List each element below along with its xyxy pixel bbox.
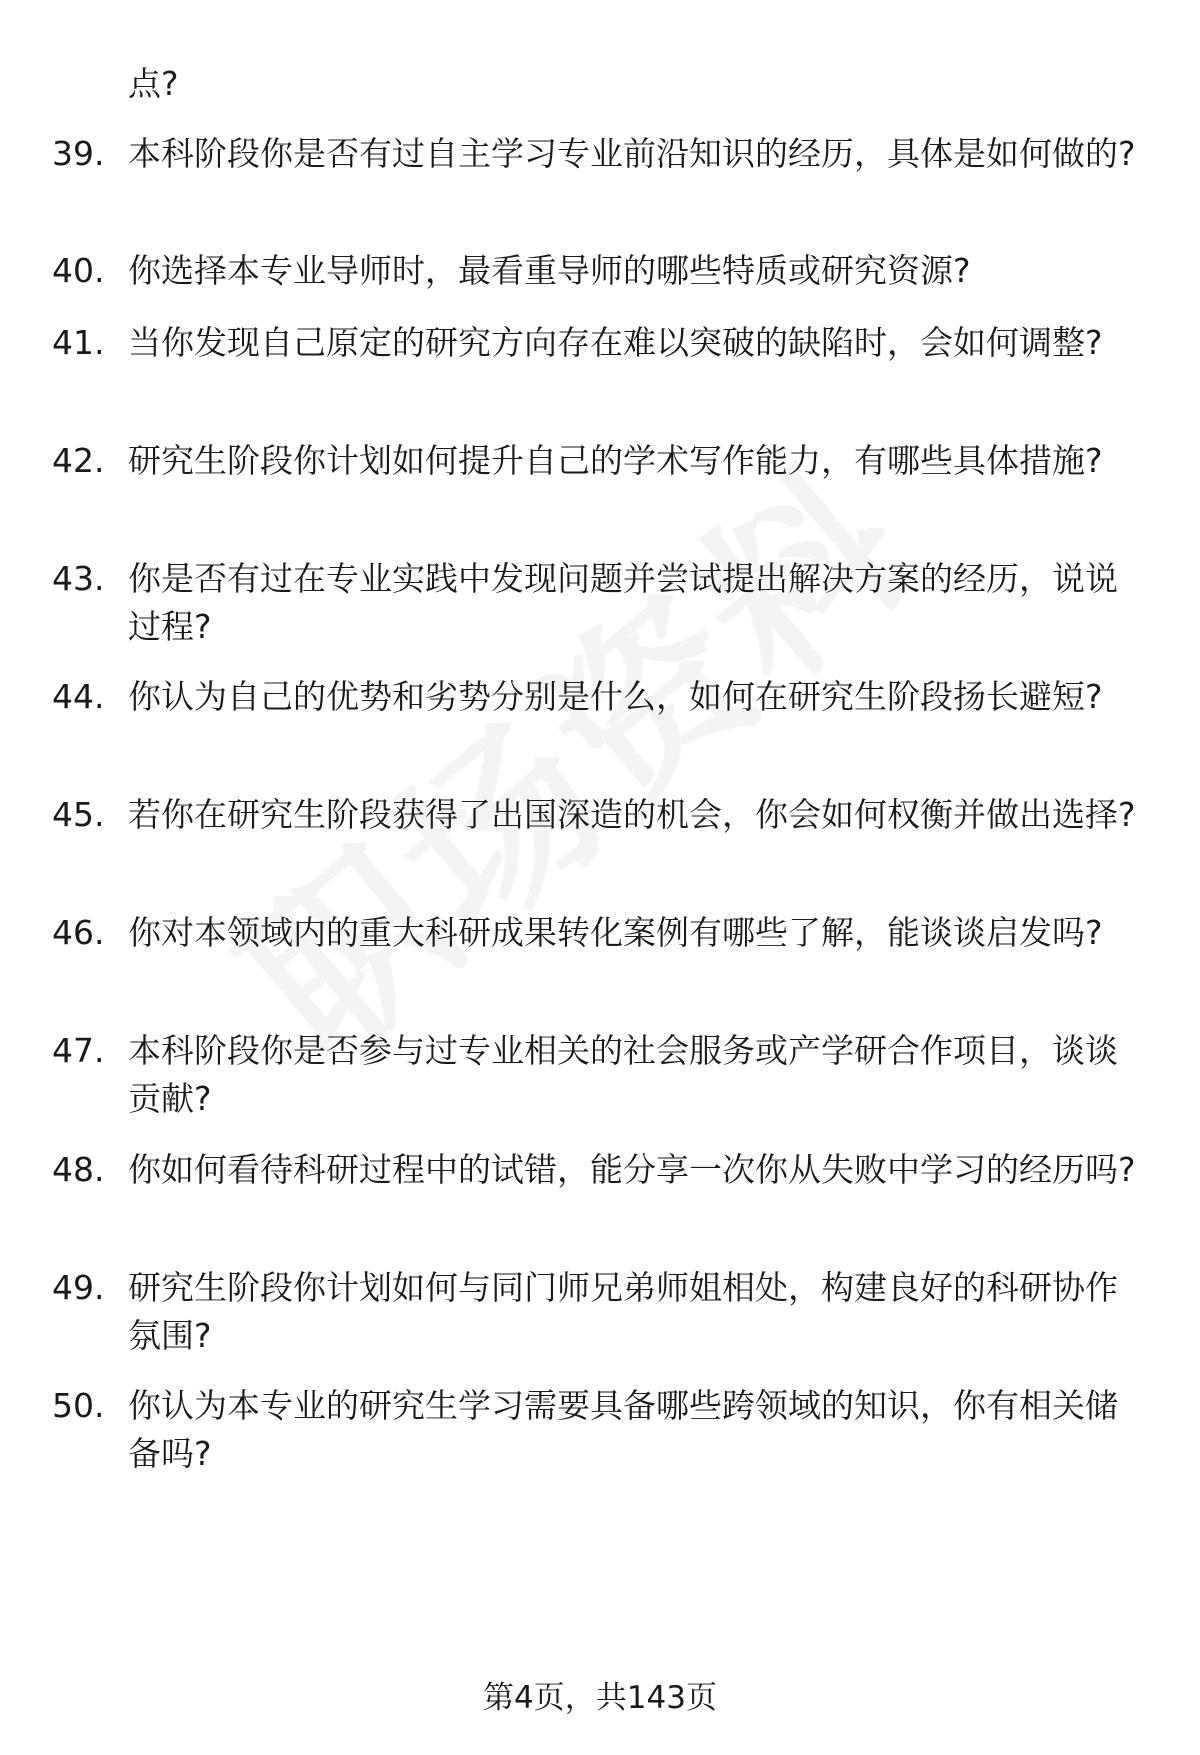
question-number: 42. [52,441,105,480]
question-number: 45. [52,795,105,834]
question-text: 本科阶段你是否参与过专业相关的社会服务或产学研合作项目，谈谈贡献? [128,1031,1118,1118]
question-text: 当你发现自己原定的研究方向存在难以突破的缺陷时，会如何调整? [128,323,1103,362]
question-text: 你如何看待科研过程中的试错，能分享一次你从失败中学习的经历吗? [128,1150,1136,1189]
question-number: 50. [52,1386,105,1425]
question-number: 41. [52,323,105,362]
question-number: 40. [52,251,105,290]
question-number: 47. [52,1031,105,1070]
question-text: 你认为自己的优势和劣势分别是什么，如何在研究生阶段扬长避短? [128,677,1103,716]
question-number: 48. [52,1150,105,1189]
question-number: 39. [52,134,105,173]
question-text: 你认为本专业的研究生学习需要具备哪些跨领域的知识，你有相关储备吗? [128,1386,1118,1473]
question-number: 46. [52,913,105,952]
question-text: 本科阶段你是否有过自主学习专业前沿知识的经历，具体是如何做的? [128,134,1136,173]
question-text: 研究生阶段你计划如何提升自己的学术写作能力，有哪些具体措施? [128,441,1103,480]
page-footer: 第4页，共143页 [483,1680,717,1716]
question-text: 你选择本专业导师时，最看重导师的哪些特质或研究资源? [128,251,971,290]
question-number: 43. [52,559,105,598]
question-text: 研究生阶段你计划如何与同门师兄弟师姐相处，构建良好的科研协作氛围? [128,1268,1118,1355]
question-text: 你对本领域内的重大科研成果转化案例有哪些了解，能谈谈启发吗? [128,913,1103,952]
question-number: 44. [52,677,105,716]
question-text: 若你在研究生阶段获得了出国深造的机会，你会如何权衡并做出选择? [128,795,1136,834]
question-number: 49. [52,1268,105,1307]
question-text: 你是否有过在专业实践中发现问题并尝试提出解决方案的经历，说说过程? [128,559,1118,646]
continuation-text: 点? [128,64,179,103]
